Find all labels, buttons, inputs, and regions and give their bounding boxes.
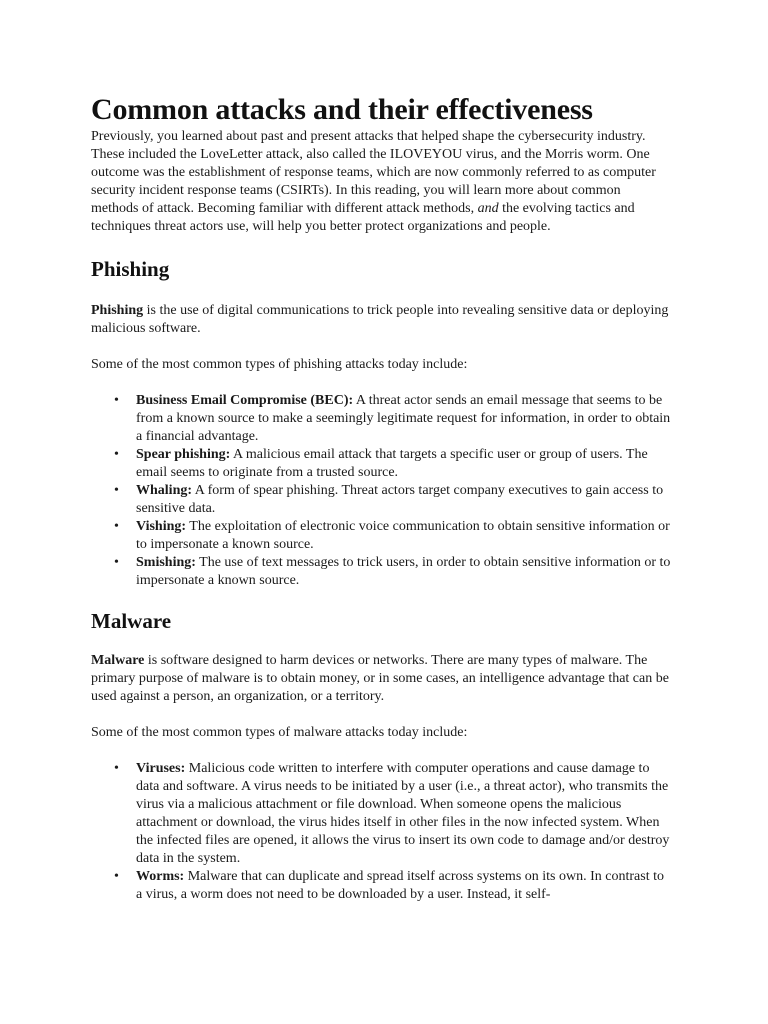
list-item-text: A form of spear phishing. Threat actors target company executives to gain access to sensitive data.	[136, 483, 664, 516]
section-heading-malware: Malware	[91, 609, 172, 633]
list-item-term: Smishing:	[136, 555, 196, 570]
list-item-text: The use of text messages to trick users, in order to obtain sensitive information or to impersonate a known source.	[136, 555, 671, 588]
document-page	[91, 92, 671, 904]
list-item-term: Viruses:	[136, 761, 186, 776]
list-item-text: Malicious code written to interfere with computer operations and cause damage to data and software. A virus needs to be initiated by a user (i.e., a threat actor), who transmits the virus via a malicious attachment or file download. When someone opens the malicious attachment or download, the virus hides itself in other files in the now infected system. When the infected files are opened, it allows the virus to insert its own code to damage and/or destroy data in the system.	[136, 761, 670, 866]
intro-paragraph	[91, 128, 671, 236]
list-item-term: Worms:	[136, 869, 185, 884]
list-item-term: Whaling:	[136, 483, 193, 498]
list-item	[136, 868, 671, 904]
list-item	[136, 446, 671, 482]
list-item-text: The exploitation of electronic voice communication to obtain sensitive information or to impersonate a known source.	[136, 519, 670, 552]
malware-list-lead: Some of the most common types of malware attacks today include:	[91, 725, 468, 740]
intro-text-start: Previously, you learned about past and present attacks that helped shape the cybersecurity industry. These included the LoveLetter attack, also called the ILOVEYOU virus, and the Morris worm. One outcome was the establishment of response teams, which are now commonly referred to as computer security incident response teams (CSIRTs). In this reading, you will learn more about common methods of attack. Becoming familiar with different attack methods,	[91, 129, 656, 216]
list-item	[136, 482, 671, 518]
page-title: Common attacks and their effectiveness	[91, 93, 593, 126]
malware-definition	[91, 652, 671, 706]
list-item	[136, 760, 671, 868]
list-item-text: A threat actor sends an email message that seems to be from a known source to make a seemingly legitimate request for information, in order to obtain a financial advantage.	[136, 393, 671, 444]
list-item-term: Business Email Compromise (BEC):	[136, 393, 354, 408]
intro-emphasis: and	[477, 201, 499, 216]
phishing-list-lead: Some of the most common types of phishing attacks today include:	[91, 357, 468, 372]
list-item-text: A malicious email attack that targets a specific user or group of users. The email seems to originate from a trusted source.	[136, 447, 648, 480]
phishing-definition-term: Phishing	[91, 303, 144, 318]
list-item	[136, 392, 671, 446]
phishing-types-list	[91, 392, 671, 590]
list-item-term: Vishing:	[136, 519, 187, 534]
intro-text-end: the evolving tactics and techniques threat actors use, will help you better protect organizations and people.	[91, 201, 635, 234]
malware-definition-term: Malware	[91, 653, 145, 668]
section-heading-phishing: Phishing	[91, 257, 170, 281]
malware-definition-text: is software designed to harm devices or networks. There are many types of malware. The primary purpose of malware is to obtain money, or in some cases, an intelligence advantage that can be used against a person, an organization, or a territory.	[91, 653, 669, 704]
list-item-text: Malware that can duplicate and spread itself across systems on its own. In contrast to a virus, a worm does not need to be downloaded by a user. Instead, it self-	[136, 869, 664, 902]
malware-types-list	[91, 760, 671, 904]
list-item	[136, 518, 671, 554]
list-item-term: Spear phishing:	[136, 447, 231, 462]
list-item	[136, 554, 671, 590]
phishing-definition-text: is the use of digital communications to trick people into revealing sensitive data or deploying malicious software.	[91, 303, 669, 336]
phishing-definition	[91, 302, 671, 338]
